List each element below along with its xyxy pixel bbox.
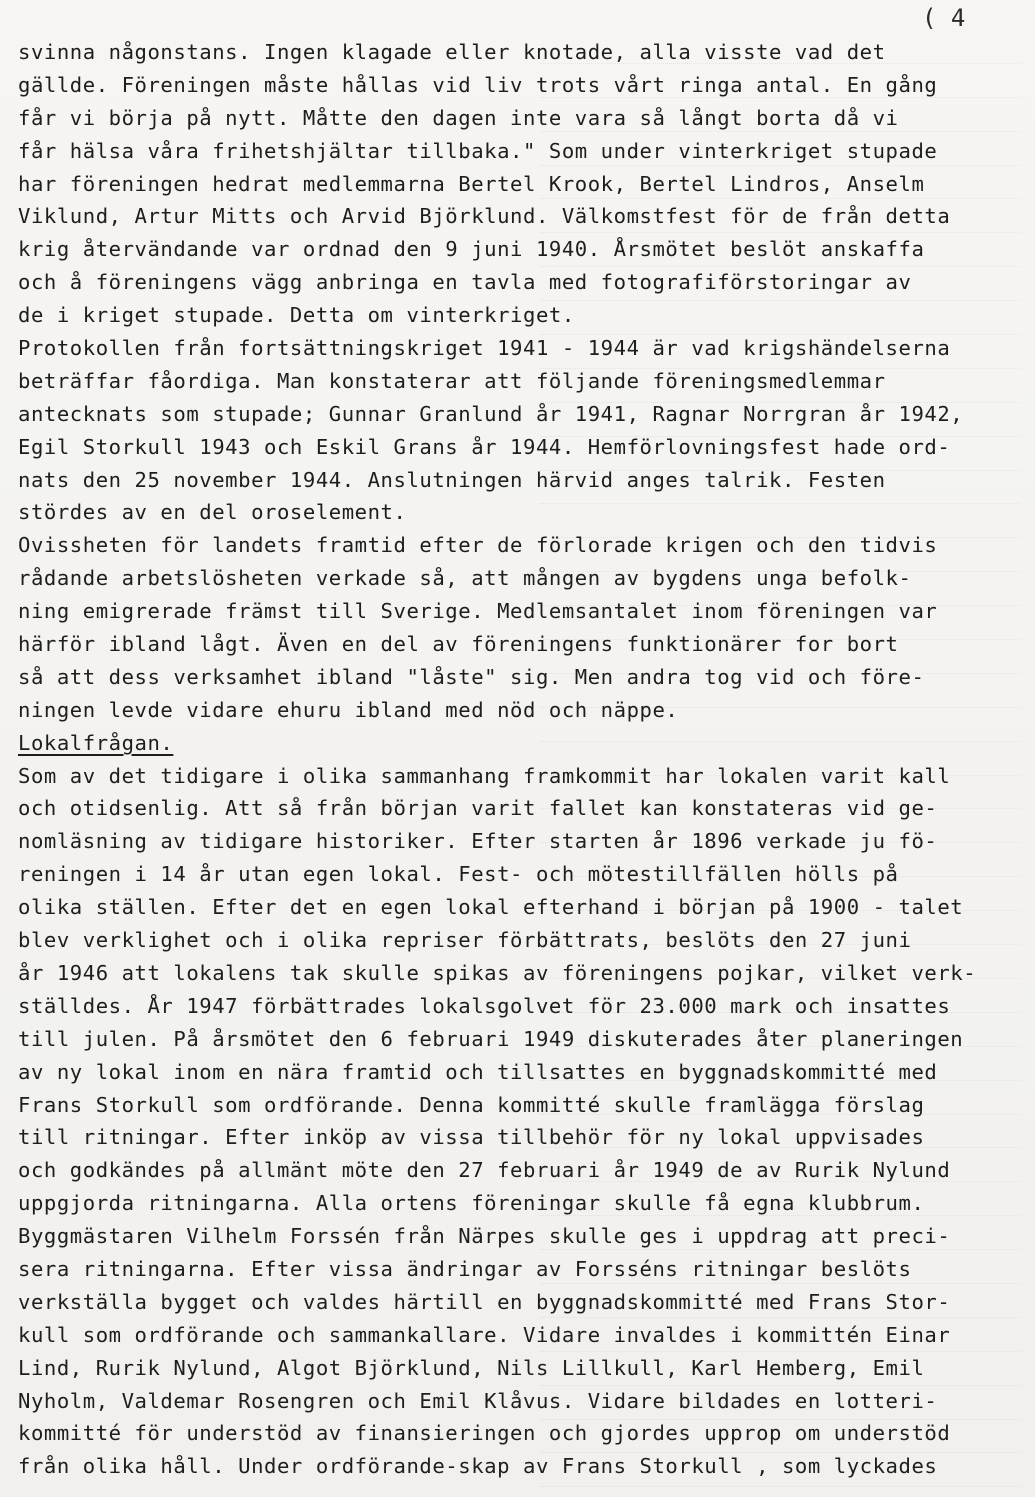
text-line: ningen levde vidare ehuru ibland med nöd och näppe. (18, 697, 679, 722)
text-line: härför ibland lågt. Även en del av föreningens funktionärer for bort (18, 632, 899, 657)
text-line: till ritningar. Efter inköp av vissa tillbehör för ny lokal uppvisades (18, 1125, 925, 1150)
text-line: krig återvändande var ordnad den 9 juni 1940. Årsmötet beslöt anskaffa (18, 237, 925, 262)
section-heading: Lokalfrågan. (18, 730, 174, 755)
text-line: och godkändes på allmänt möte den 27 februari år 1949 de av Rurik Nylund (18, 1158, 951, 1183)
text-line: stördes av en del oroselement. (18, 500, 407, 525)
text-line: kommitté för understöd av finansieringen och gjordes upprop om understöd (18, 1421, 951, 1446)
text-line: nomläsning av tidigare historiker. Efter starten år 1896 verkade ju fö- (18, 829, 938, 854)
text-line: har föreningen hedrat medlemmarna Bertel Krook, Bertel Lindros, Anselm (18, 171, 925, 196)
text-line: rådande arbetslösheten verkade så, att mången av bygdens unga befolk- (18, 566, 912, 591)
typed-text-body (18, 36, 1023, 1483)
text-line: Byggmästaren Vilhelm Forssén från Närpes skulle ges i uppdrag att preci- (18, 1224, 951, 1249)
text-line: beträffar fåordiga. Man konstaterar att följande föreningsmedlemmar (18, 368, 886, 393)
text-line: får hälsa våra frihetshjältar tillbaka." Som under vinterkriget stupade (18, 138, 938, 163)
text-line: ning emigrerade främst till Sverige. Medlemsantalet inom föreningen var (18, 599, 938, 624)
text-line: verkställa bygget och valdes härtill en byggnadskommitté med Frans Stor- (18, 1289, 951, 1314)
text-line: från olika håll. Under ordförande-skap av Frans Storkull , som lyckades (18, 1454, 938, 1479)
text-line: och otidsenlig. Att så från början varit fallet kan konstateras vid ge- (18, 796, 938, 821)
text-line: och å föreningens vägg anbringa en tavla med fotografiförstoringar av (18, 270, 912, 295)
text-line: Viklund, Artur Mitts och Arvid Björklund. Välkomstfest för de från detta (18, 204, 951, 229)
text-line: av ny lokal inom en nära framtid och tillsattes en byggnadskommitté med (18, 1059, 938, 1084)
text-line: Ovissheten för landets framtid efter de förlorade krigen och den tidvis (18, 533, 938, 558)
text-line: sera ritningarna. Efter vissa ändringar av Forsséns ritningar beslöts (18, 1256, 912, 1281)
text-line: Nyholm, Valdemar Rosengren och Emil Klåvus. Vidare bildades en lotteri- (18, 1388, 938, 1413)
text-line: olika ställen. Efter det en egen lokal efterhand i början på 1900 - talet (18, 895, 964, 920)
text-line: Som av det tidigare i olika sammanhang framkommit har lokalen varit kall (18, 763, 951, 788)
text-line: de i kriget stupade. Detta om vinterkriget. (18, 303, 575, 328)
page-number: ( 4 (922, 4, 966, 32)
text-line: år 1946 att lokalens tak skulle spikas av föreningens pojkar, vilket verk- (18, 960, 977, 985)
text-line: antecknats som stupade; Gunnar Granlund år 1941, Ragnar Norrgran år 1942, (18, 401, 964, 426)
text-line: uppgjorda ritningarna. Alla ortens föreningar skulle få egna klubbrum. (18, 1191, 925, 1216)
text-line: så att dess verksamhet ibland "låste" sig. Men andra tog vid och före- (18, 664, 925, 689)
text-line: Frans Storkull som ordförande. Denna kommitté skulle framlägga förslag (18, 1092, 925, 1117)
text-line: reningen i 14 år utan egen lokal. Fest- och mötestillfällen hölls på (18, 862, 899, 887)
text-line: ställdes. År 1947 förbättrades lokalsgolvet för 23.000 mark och insattes (18, 993, 951, 1018)
text-line: nats den 25 november 1944. Anslutningen härvid anges talrik. Festen (18, 467, 886, 492)
text-line: till julen. På årsmötet den 6 februari 1949 diskuterades åter planeringen (18, 1026, 964, 1051)
text-line: får vi börja på nytt. Måtte den dagen inte vara så långt borta då vi (18, 105, 899, 130)
text-line: kull som ordförande och sammankallare. Vidare invaldes i kommittén Einar (18, 1322, 951, 1347)
text-line: gällde. Föreningen måste hållas vid liv trots vårt ringa antal. En gång (18, 72, 938, 97)
text-line: Egil Storkull 1943 och Eskil Grans år 1944. Hemförlovningsfest hade ord- (18, 434, 951, 459)
text-line: Protokollen från fortsättningskriget 1941 - 1944 är vad krigshändelserna (18, 336, 951, 361)
text-line: Lind, Rurik Nylund, Algot Björklund, Nils Lillkull, Karl Hemberg, Emil (18, 1355, 925, 1380)
text-line: svinna någonstans. Ingen klagade eller knotade, alla visste vad det (18, 40, 886, 64)
text-line: blev verklighet och i olika repriser förbättrats, beslöts den 27 juni (18, 928, 912, 953)
